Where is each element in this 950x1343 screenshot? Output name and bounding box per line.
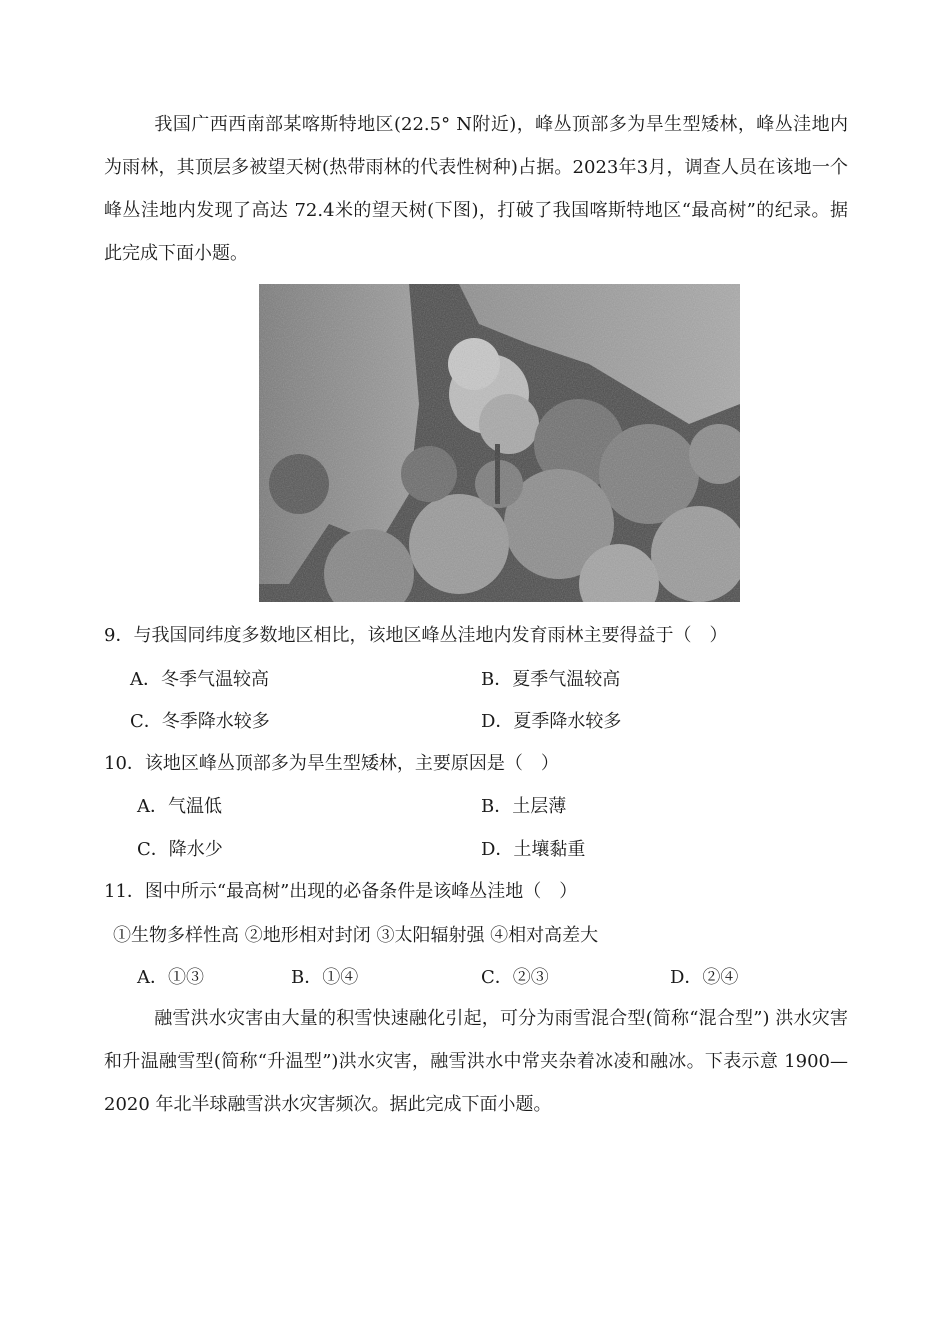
passage-snowmelt-flood: 融雪洪水灾害由大量的积雪快速融化引起，可分为雨雪混合型(简称“混合型”) 洪水灾害和升温融雪型(简称“升温型”)洪水灾害，融雪洪水中常夹杂着冰凌和融冰。下表示意 1900—2020 年北半球融雪洪水灾害频次。据此完成下面小题。 — [104, 1008, 848, 1115]
question-10-option-c[interactable]: C．降水少 — [137, 839, 223, 860]
question-9-option-c[interactable]: C．冬季降水较多 — [130, 711, 270, 732]
passage-karst-forest: 我国广西西南部某喀斯特地区(22.5° N附近)，峰丛顶部多为旱生型矮林，峰丛洼地内为雨林，其顶层多被望天树(热带雨林的代表性树种)占据。2023年3月，调查人员在该地一个峰丛洼地内发现了高达 72.4米的望天树(下图)，打破了我国喀斯特地区“最高树”的纪录。据此完成下面小题。 — [104, 114, 848, 264]
question-11-option-b[interactable]: B．①④ — [291, 967, 359, 988]
question-9-option-b[interactable]: B．夏季气温较高 — [481, 669, 621, 690]
question-9-option-a[interactable]: A．冬季气温较高 — [130, 669, 269, 690]
question-10-stem: 10．该地区峰丛顶部多为旱生型矮林，主要原因是（ ） — [104, 753, 559, 774]
question-9-option-d[interactable]: D．夏季降水较多 — [481, 711, 622, 732]
question-11-option-d[interactable]: D．②④ — [670, 967, 739, 988]
question-11-conditions: ①生物多样性高 ②地形相对封闭 ③太阳辐射强 ④相对高差大 — [113, 925, 599, 946]
question-10-option-b[interactable]: B．土层薄 — [481, 796, 567, 817]
photo-tallest-tree — [259, 284, 740, 602]
question-11-option-c[interactable]: C．②③ — [481, 967, 549, 988]
question-10-option-a[interactable]: A．气温低 — [137, 796, 222, 817]
question-10-option-d[interactable]: D．土壤黏重 — [481, 839, 586, 860]
question-11-option-a[interactable]: A．①③ — [137, 967, 204, 988]
question-11-stem: 11．图中所示“最高树”出现的必备条件是该峰丛洼地（ ） — [104, 881, 578, 902]
question-9-stem: 9．与我国同纬度多数地区相比，该地区峰丛洼地内发育雨林主要得益于（ ） — [104, 625, 728, 646]
tree-canopy-image — [259, 284, 740, 602]
